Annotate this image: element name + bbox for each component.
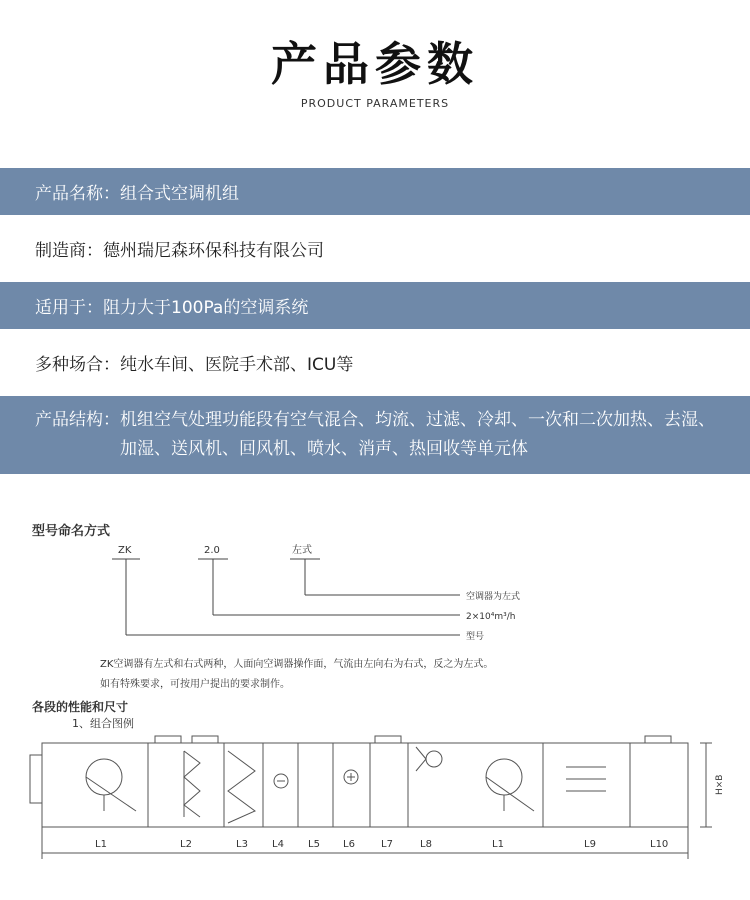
code-zk: ZK	[118, 545, 132, 556]
row-value: 组合式空调机组	[120, 184, 239, 204]
row-label: 制造商：	[35, 241, 103, 261]
row-value: 德州瑞尼森环保科技有限公司	[103, 241, 324, 261]
sections-title: 各段的性能和尺寸	[32, 700, 129, 714]
segment-label: L3	[236, 839, 248, 850]
desc-side: 空调器为左式	[466, 592, 521, 602]
product-name-row	[0, 168, 750, 215]
occasions-row	[0, 339, 750, 386]
naming-leader-lines	[112, 559, 460, 635]
segment-label: L4	[272, 839, 284, 850]
application-row	[0, 282, 750, 329]
row-value: 纯水车间、医院手术部、ICU等	[120, 355, 354, 375]
segment-labels	[95, 839, 668, 850]
page-subtitle: PRODUCT PARAMETERS	[300, 97, 450, 110]
row-label: 产品名称：	[35, 184, 120, 204]
structure-row	[0, 396, 750, 474]
note-1: ZK空调器有左式和右式两种，人面向空调器操作面，气流由左向右为右式，反之为左式。	[100, 659, 494, 670]
desc-model: 型号	[466, 632, 485, 642]
segment-label: L7	[381, 839, 393, 850]
note-2: 如有特殊要求，可按用户提出的要求制作。	[100, 679, 290, 690]
segment-label: L8	[420, 839, 432, 850]
segment-label: L9	[584, 839, 596, 850]
segment-label: L1	[492, 839, 504, 850]
naming-title: 型号命名方式	[32, 524, 111, 539]
segment-label: L2	[180, 839, 192, 850]
row-value: 机组空气处理功能段有空气混合、均流、过滤、冷却、一次和二次加热、去湿、加湿、送风机、回风机、喷水、消声、热回收等单元体	[120, 410, 715, 459]
code-side: 左式	[292, 545, 312, 556]
row-value: 阻力大于100Pa的空调系统	[103, 298, 309, 318]
segment-label: L6	[343, 839, 355, 850]
segment-label: L10	[650, 839, 669, 850]
segment-label: L1	[95, 839, 107, 850]
combo-title: 1、组合图例	[72, 717, 134, 730]
code-num: 2.0	[204, 545, 220, 556]
height-label: H×B	[715, 774, 725, 795]
row-label: 适用于：	[35, 298, 103, 318]
row-label: 产品结构：	[35, 410, 120, 430]
row-label: 多种场合：	[35, 355, 120, 375]
unit-drawing	[30, 736, 712, 859]
desc-flow: 2×10⁴m³/h	[466, 612, 516, 622]
page-title: 产品参数	[271, 37, 479, 91]
manufacturer-row	[0, 225, 750, 272]
segment-label: L5	[308, 839, 320, 850]
model-diagram	[0, 515, 750, 895]
